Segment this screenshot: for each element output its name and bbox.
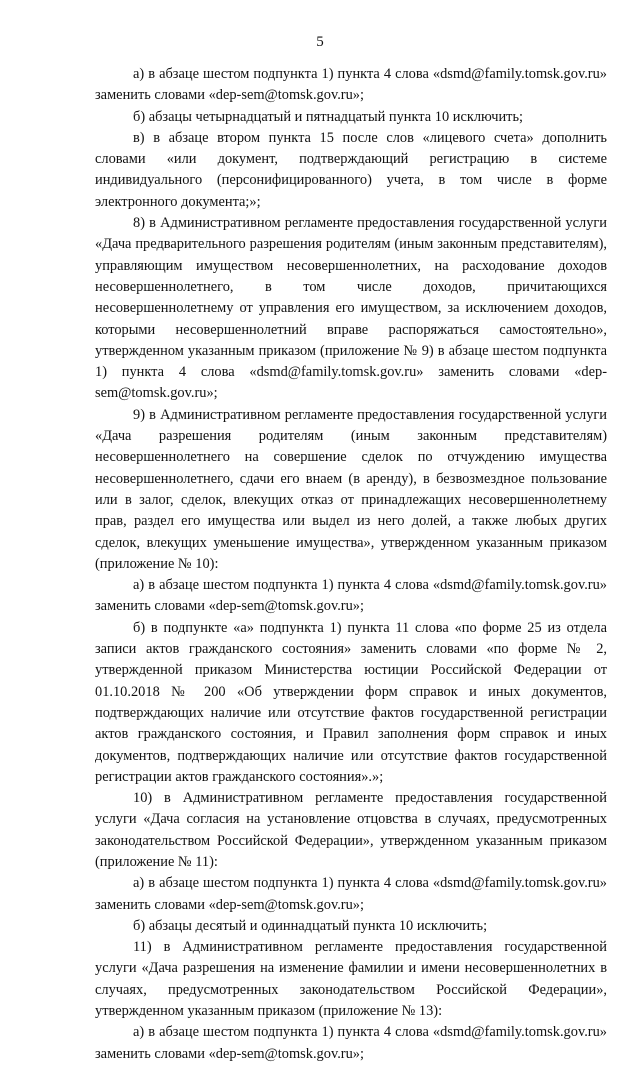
paragraph-3b: б) абзацы четырнадцатый и пятнадцатый пункта 10 исключить;	[133, 108, 524, 125]
page-number: 5	[316, 34, 324, 50]
document-body	[95, 64, 607, 1065]
paragraph-8: 8) в Административном регламенте предоставления государственной услуги «Дача предварительного разрешения родителям (иным законным представителям), управляющим имуществом несовершеннолетних, на расходование доходов несовершеннолетнего, в том числе доходов, причитающихся несовершеннолетнему от управления его имуществом, за исключением доходов, которыми несовершеннолетний вправе распоряжаться самостоятельно», утвержденном указанным приказом (приложение № 9) в абзаце шестом подпункта 1) пункта 4 слова «dsmd@family.tomsk.gov.ru» заменить словами «dep-sem@tomsk.gov.ru»;	[95, 215, 607, 402]
paragraph-11: 11) в Административном регламенте предоставления государственной услуги «Дача разрешения на изменение фамилии и имени несовершеннолетних в случаях, предусмотренных законодательством Российской Федерации», утвержденном указанным приказом (приложение № 13):	[95, 939, 607, 1020]
paragraph-9a: а) в абзаце шестом подпункта 1) пункта 4 слова «dsmd@family.tomsk.gov.ru» заменить словами «dep-sem@tomsk.gov.ru»;	[95, 577, 607, 615]
paragraph-10a: а) в абзаце шестом подпункта 1) пункта 4 слова «dsmd@family.tomsk.gov.ru» заменить словами «dep-sem@tomsk.gov.ru»;	[95, 875, 607, 913]
paragraph-3a: а) в абзаце шестом подпункта 1) пункта 4 слова «dsmd@family.tomsk.gov.ru» заменить словами «dep-sem@tomsk.gov.ru»;	[95, 66, 607, 104]
paragraph-10b: б) абзацы десятый и одиннадцатый пункта 10 исключить;	[133, 917, 488, 934]
paragraph-9: 9) в Административном регламенте предоставления государственной услуги «Дача разрешения родителям (иным законным представителям) несовершеннолетнего на совершение сделок по отчуждению имущества несовершеннолетнего, сдачи его внаем (в аренду), в безвозмездное пользование или в залог, сделок, влекущих отказ от принадлежащих несовершеннолетнему прав, раздел его имущества или выдел из него долей, а также любых других сделок, влекущих уменьшение имущества», утвержденном указанным приказом (приложение № 10):	[95, 406, 607, 572]
paragraph-10: 10) в Административном регламенте предоставления государственной услуги «Дача согласия на установление отцовства в случаях, предусмотренных законодательством Российской Федерации», утвержденном указанным приказом (приложение № 11):	[95, 790, 607, 870]
paragraph-3c: в) в абзаце втором пункта 15 после слов «лицевого счета» дополнить словами «или документ, подтверждающий регистрацию в системе индивидуального (персонифицированного) учета, в том числе в форме электронного документа;»;	[95, 129, 607, 210]
paragraph-11a: а) в абзаце шестом подпункта 1) пункта 4 слова «dsmd@family.tomsk.gov.ru» заменить словами «dep-sem@tomsk.gov.ru»;	[95, 1024, 607, 1062]
paragraph-9b: б) в подпункте «а» подпункта 1) пункта 11 слова «по форме 25 из отдела записи актов гражданского состояния» заменить словами «по форме № 2, утвержденной приказом Министерства юстиции Российской Федерации от 01.10.2018 № 200 «Об утверждении форм справок и иных документов, подтверждающих наличие или отсутствие фактов государственной регистрации актов гражданского состояния, и Правил заполнения форм справок и иных документов, подтверждающих наличие или отсутствие фактов государственной регистрации актов гражданского состояния».»;	[95, 619, 607, 785]
